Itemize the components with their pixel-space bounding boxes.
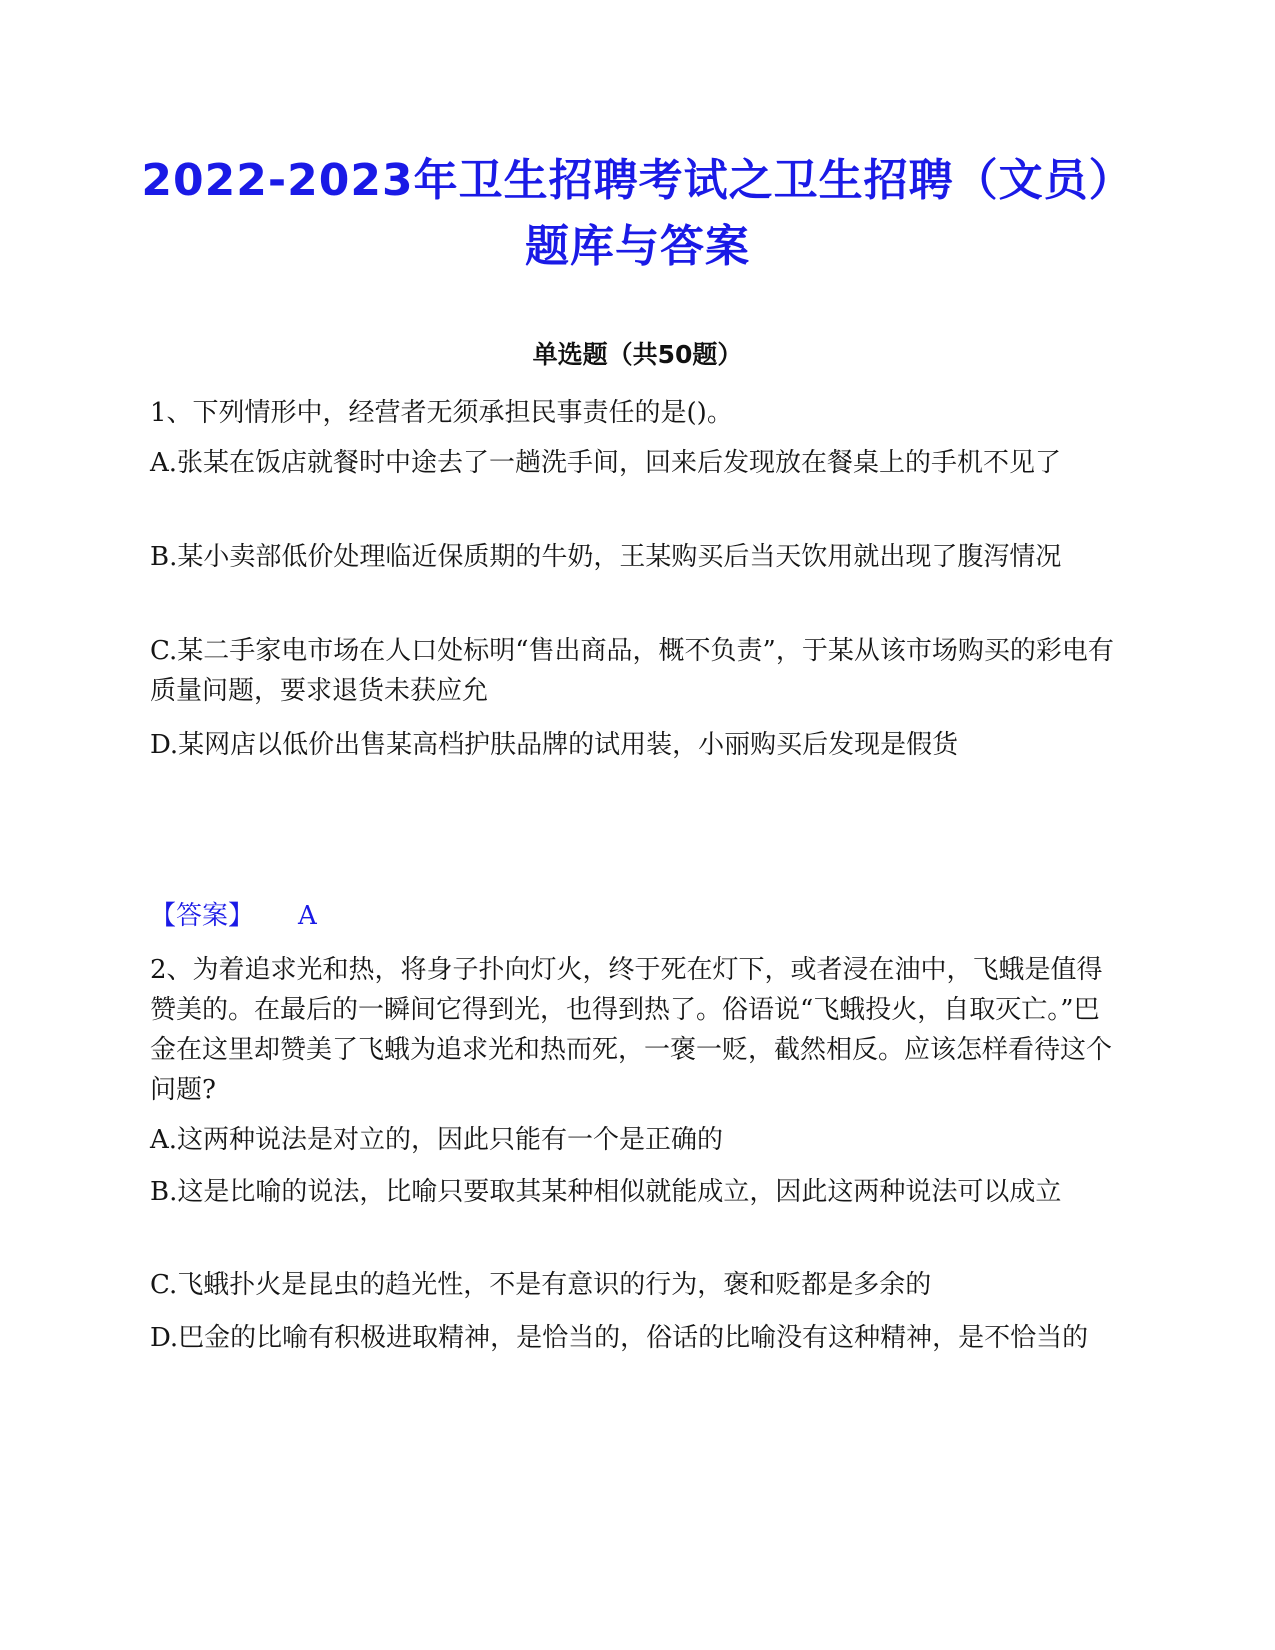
question-1-answer [150,896,317,936]
question-2-option-a: A.这两种说法是对立的，因此只能有一个是正确的 [150,1125,724,1155]
question-2-stem: 2、为着追求光和热，将身子扑向灯火，终于死在灯下，或者浸在油中，飞蛾是值得赞美的。在最后的一瞬间它得到光，也得到热了。俗语说“飞蛾投火，自取灭亡。”巴金在这里却赞美了飞蛾为追求光和热而死，一褒一贬，截然相反。应该怎样看待这个问题? [150,955,1113,1105]
question-2-option-b: B.这是比喻的说法，比喻只要取其某种相似就能成立，因此这两种说法可以成立 [150,1177,1062,1207]
question-1-option-a: A.张某在饭店就餐时中途去了一趟洗手间，回来后发现放在餐桌上的手机不见了 [150,448,1062,478]
question-1-option-c: C.某二手家电市场在人口处标明“售出商品，概不负责”，于某从该市场购买的彩电有质量问题，要求退货未获应允 [150,636,1114,706]
answer-label: 【答案】 [150,901,255,931]
question-2-option-c: C.飞蛾扑火是昆虫的趋光性，不是有意识的行为，褒和贬都是多余的 [150,1270,932,1300]
page-title: 2022-2023年卫生招聘考试之卫生招聘（文员）题库与答案 [141,155,1134,272]
question-1-stem: 1、下列情形中，经营者无须承担民事责任的是()。 [150,398,733,428]
question-1-option-d: D.某网店以低价出售某高档护肤品牌的试用装，小丽购买后发现是假货 [150,730,959,760]
question-2-option-d: D.巴金的比喻有积极进取精神，是恰当的，俗话的比喻没有这种精神，是不恰当的 [150,1323,1089,1353]
section-heading: 单选题（共50题） [532,340,743,369]
question-1-option-b: B.某小卖部低价处理临近保质期的牛奶，王某购买后当天饮用就出现了腹泻情况 [150,542,1062,572]
answer-value: A [298,901,317,931]
